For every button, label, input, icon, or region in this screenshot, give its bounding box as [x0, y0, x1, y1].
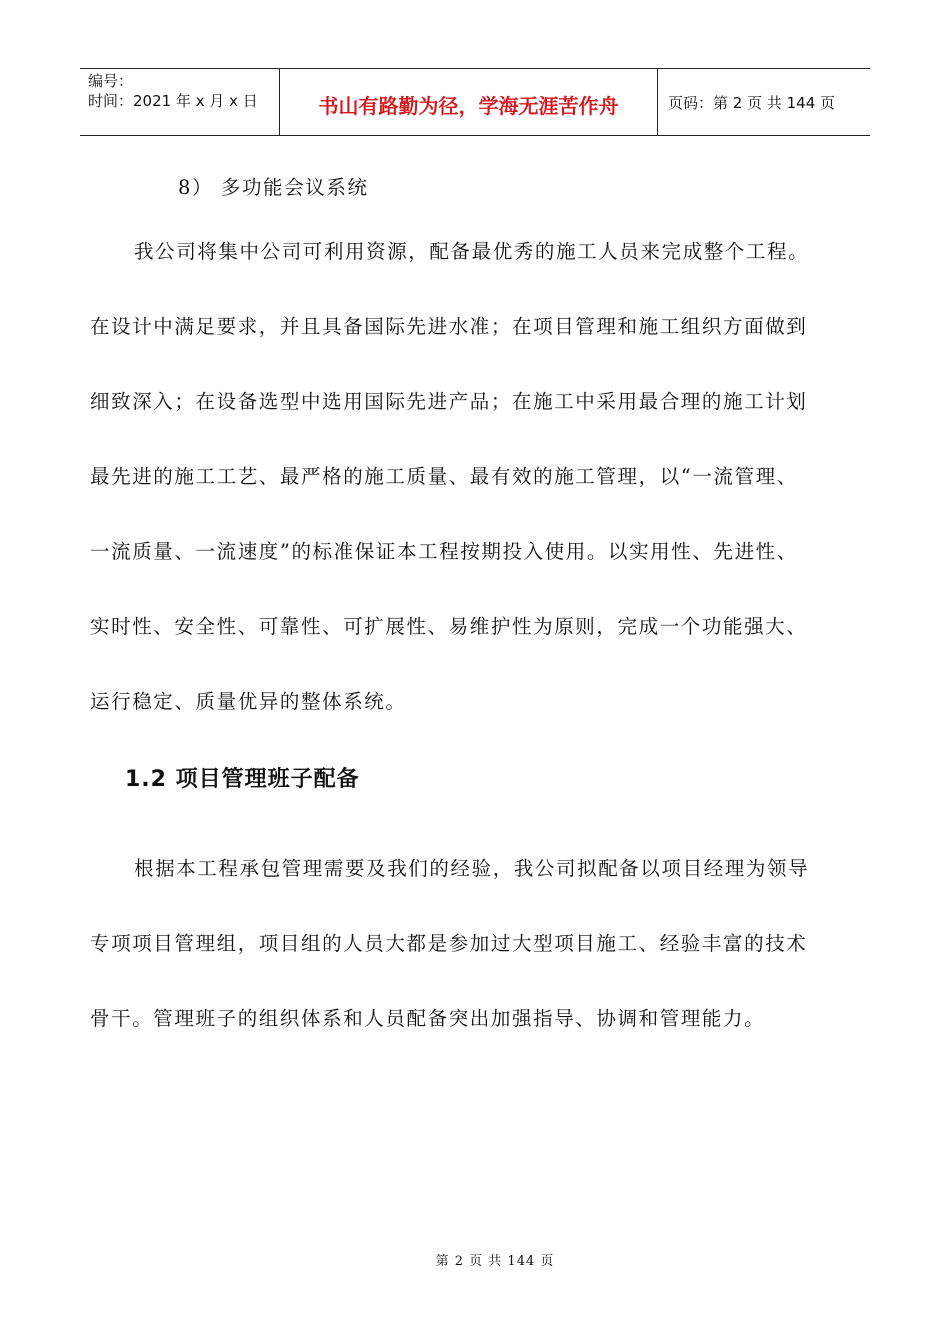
header-motto: 书山有路勤为径，学海无涯苦作舟 — [280, 69, 658, 135]
paragraph2-line-3: 骨干。管理班子的组织体系和人员配备突出加强指导、协调和管理能力。 — [90, 1007, 766, 1030]
number-label: 编号： — [88, 72, 134, 90]
paragraph2-line-1: 根据本工程承包管理需要及我们的经验，我公司拟配备以项目经理为领导 — [134, 857, 810, 880]
section-item-title: 8） 多功能会议系统 — [178, 176, 369, 199]
page-header — [80, 68, 870, 136]
paragraph1-line-1: 我公司将集中公司可利用资源，配备最优秀的施工人员来完成整个工程。 — [134, 240, 810, 263]
paragraph1-line-2: 在设计中满足要求，并且具备国际先进水准；在项目管理和施工组织方面做到 — [90, 315, 808, 338]
paragraph2-line-2: 专项项目管理组，项目组的人员大都是参加过大型项目施工、经验丰富的技术 — [90, 932, 808, 955]
page-footer: 第 2 页 共 144 页 — [435, 1254, 555, 1269]
paragraph1-line-6: 实时性、安全性、可靠性、可扩展性、易维护性为原则，完成一个功能强大、 — [90, 615, 808, 638]
paragraph1-line-7: 运行稳定、质量优异的整体系统。 — [90, 690, 407, 713]
paragraph1-line-4: 最先进的施工工艺、最严格的施工质量、最有效的施工管理，以“一流管理、 — [90, 465, 798, 488]
header-page-info: 页码：第 2 页 共 144 页 — [668, 93, 836, 112]
paragraph1-line-3: 细致深入；在设备选型中选用国际先进产品；在施工中采用最合理的施工计划 — [90, 390, 808, 413]
section-heading: 1.2 项目管理班子配备 — [125, 767, 360, 792]
time-label: 时间：2021 年 x 月 x 日 — [88, 92, 258, 110]
header-left-cell — [80, 69, 280, 135]
paragraph1-line-5: 一流质量、一流速度”的标准保证本工程按期投入使用。以实用性、先进性、 — [90, 540, 798, 563]
